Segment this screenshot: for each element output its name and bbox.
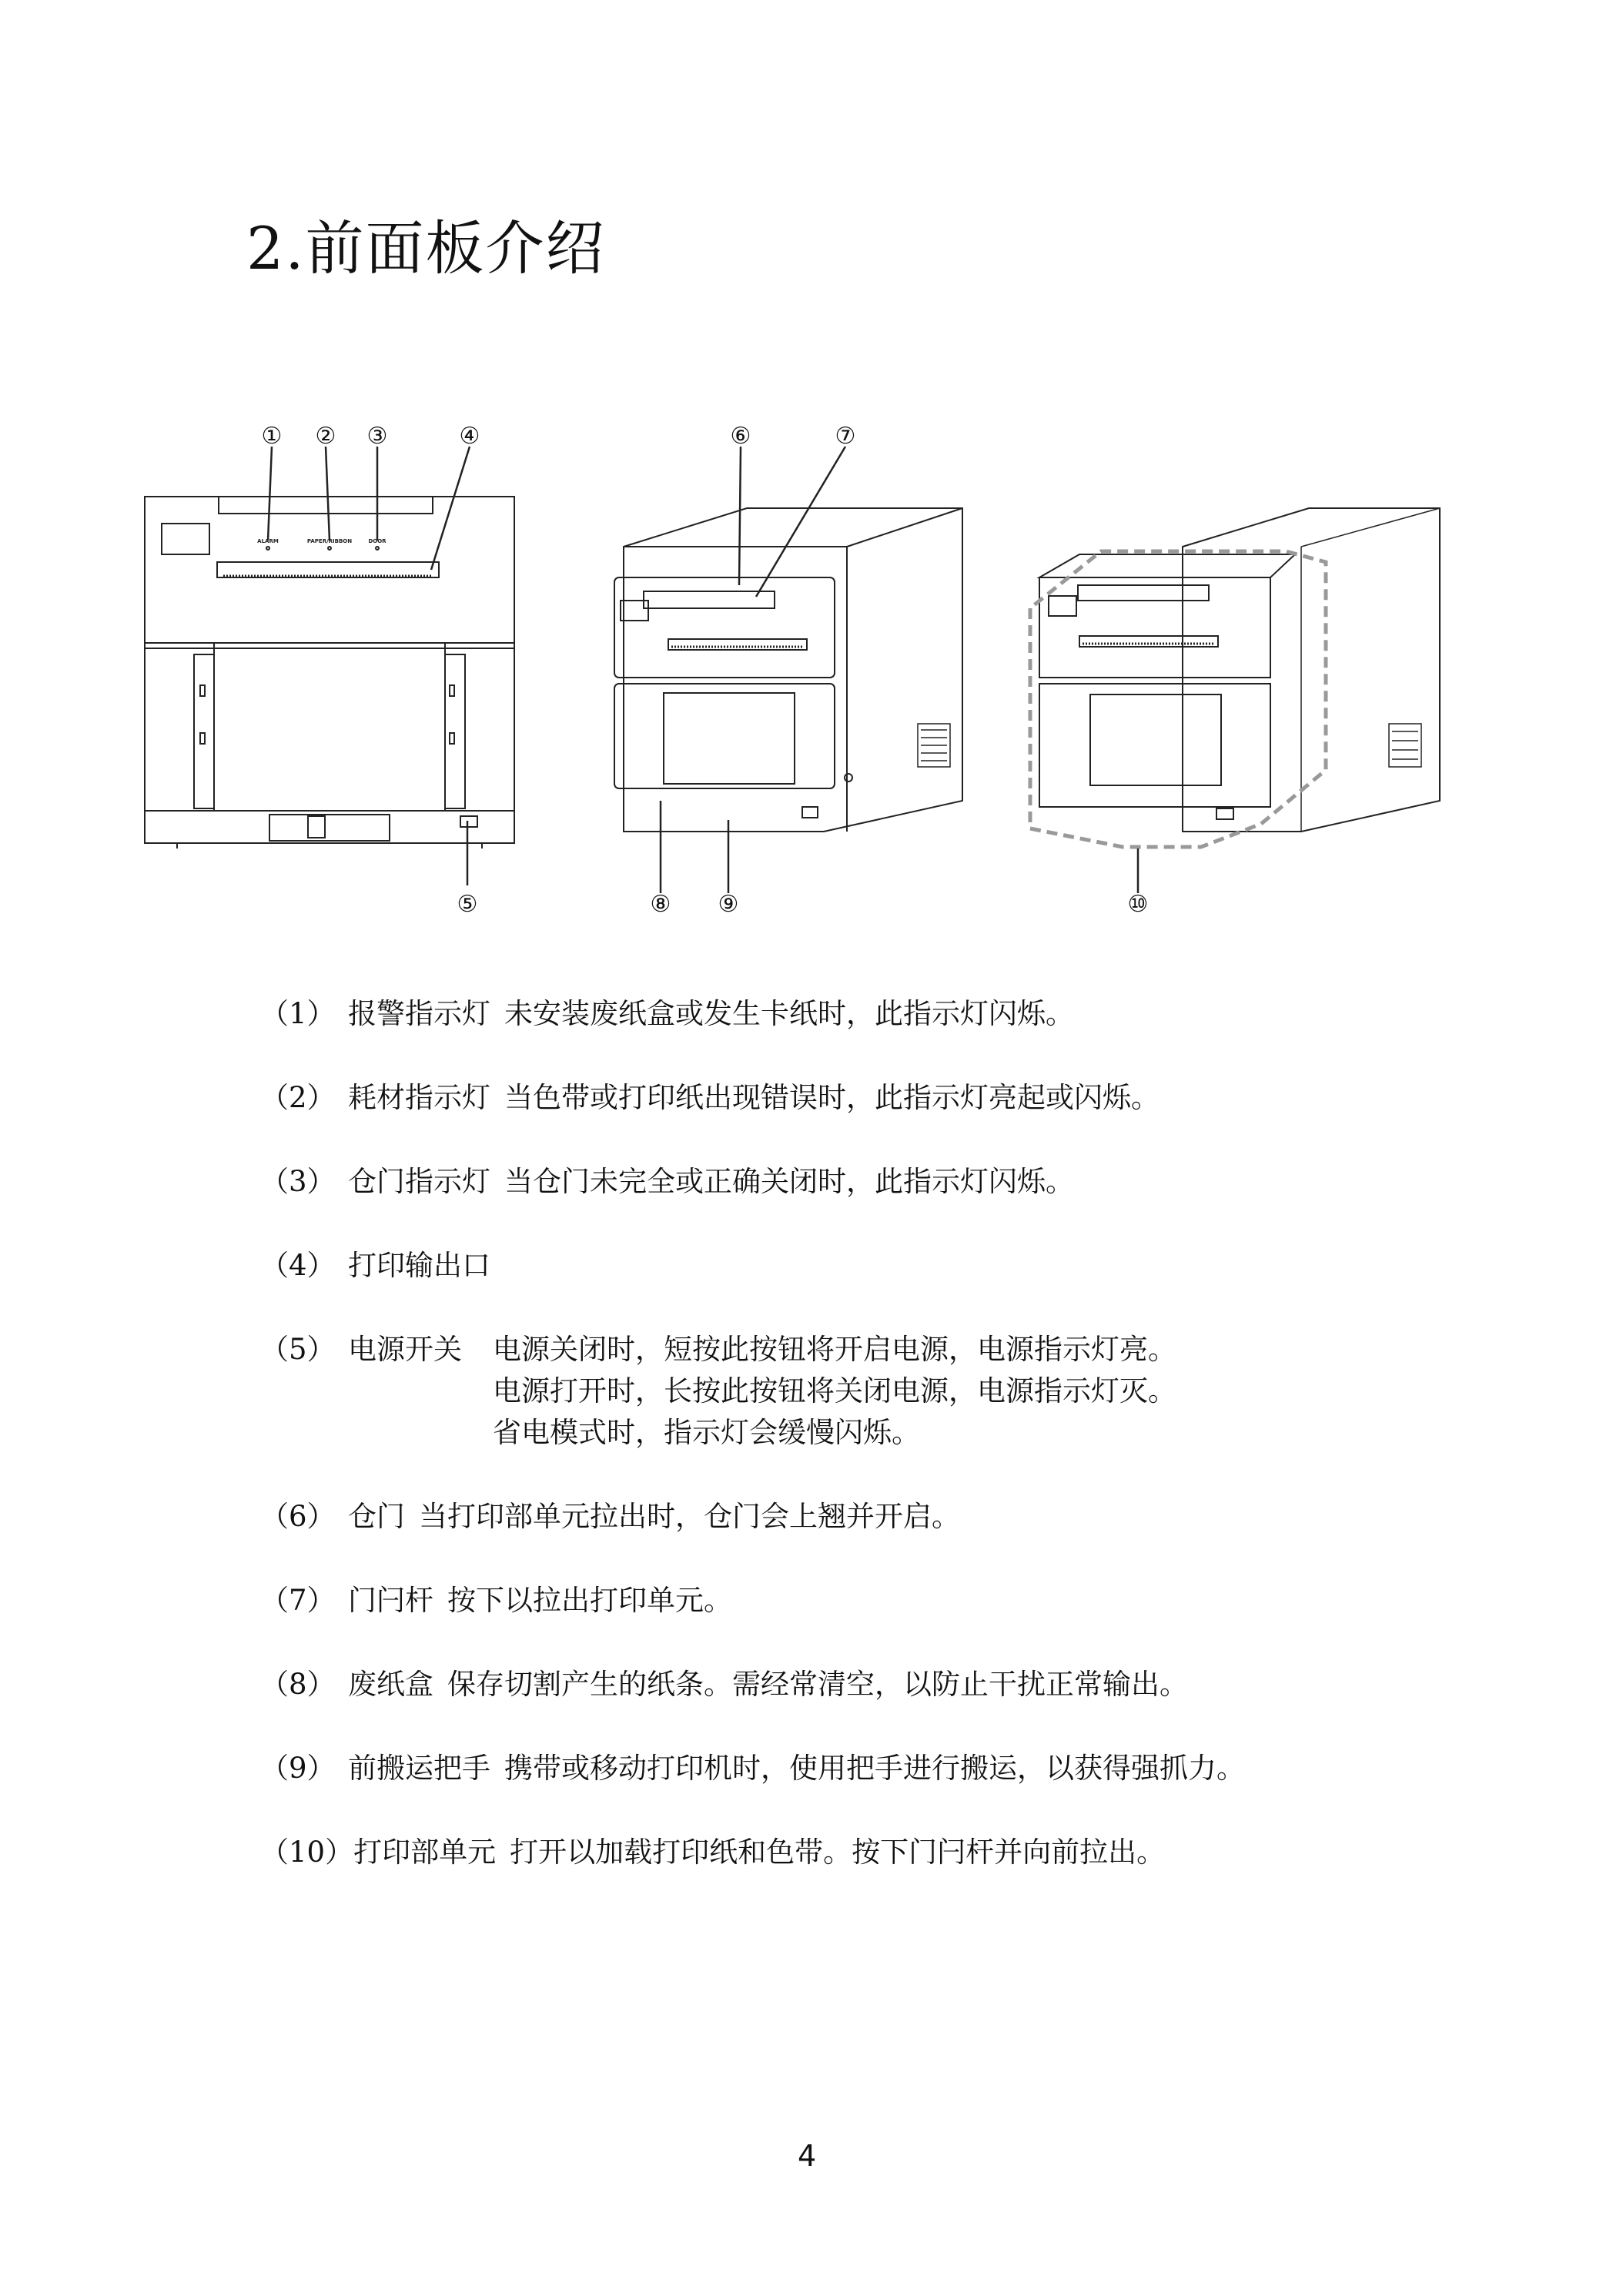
component-description-list (260, 993, 1531, 1916)
item-description: 携带或移动打印机时，使用把手进行搬运，以获得强抓力。 (504, 1752, 1245, 1785)
item-label: 废纸盒 (348, 1668, 433, 1701)
callout-4: ④ (459, 423, 480, 450)
list-item (260, 1748, 1531, 1789)
panel-label-alarm: ALARM (257, 538, 279, 544)
callout-8: ⑧ (650, 891, 671, 918)
item-number: （7） (260, 1584, 336, 1617)
item-label: 耗材指示灯 (348, 1081, 490, 1114)
item-description: 当仓门未完全或正确关闭时，此指示灯闪烁。 (504, 1165, 1074, 1198)
item-label: 电源开关 (348, 1333, 462, 1366)
item-number: （3） (260, 1165, 336, 1198)
callout-9: ⑨ (718, 891, 739, 918)
item-description-line: 电源关闭时，短按此按钮将开启电源，电源指示灯亮。 (493, 1333, 1176, 1366)
item-description: 未安装废纸盒或发生卡纸时，此指示灯闪烁。 (504, 997, 1074, 1030)
callout-5: ⑤ (457, 891, 478, 918)
list-item (260, 1161, 1531, 1203)
page-number: 4 (798, 2139, 817, 2173)
item-description: 当色带或打印纸出现错误时，此指示灯亮起或闪烁。 (504, 1081, 1160, 1114)
item-label: 打印部单元 (353, 1836, 497, 1869)
callout-3: ③ (366, 423, 388, 450)
callout-7: ⑦ (835, 423, 856, 450)
callout-2: ② (315, 423, 336, 450)
item-number: （6） (260, 1500, 336, 1533)
list-item (260, 1329, 1531, 1454)
item-label: 打印输出口 (348, 1249, 490, 1282)
printer-angled-view (614, 447, 962, 893)
item-label: 门闩杆 (348, 1584, 433, 1617)
list-item (260, 1580, 1531, 1622)
callout-1: ① (261, 423, 283, 450)
printer-unit-pulled-out-view (1030, 508, 1440, 893)
item-description: 打开以加载打印纸和色带。按下门闩杆并向前拉出。 (510, 1836, 1166, 1869)
item-label: 前搬运把手 (348, 1752, 490, 1785)
printer-front-view (145, 447, 514, 885)
item-description-line: 省电模式时，指示灯会缓慢闪烁。 (493, 1416, 920, 1449)
list-item (260, 1245, 1531, 1287)
list-item (260, 1077, 1531, 1119)
item-number: （2） (260, 1081, 336, 1114)
item-number: （9） (260, 1752, 336, 1785)
item-description-line: 电源打开时，长按此按钮将关闭电源，电源指示灯灭。 (493, 1374, 1176, 1407)
list-item (260, 1832, 1531, 1873)
list-item (260, 1664, 1531, 1705)
callout-10: ⑩ (1127, 891, 1149, 918)
item-description (493, 1329, 1176, 1454)
page-title: 2.前面板介绍 (246, 214, 606, 283)
callout-6: ⑥ (730, 423, 751, 450)
item-number: （10） (260, 1836, 354, 1869)
panel-label-paper-ribbon: PAPER/RIBBON (306, 538, 353, 544)
printer-front-panel-figure (131, 400, 1455, 939)
item-number: （1） (260, 997, 336, 1030)
item-number: （8） (260, 1668, 336, 1701)
item-number: （5） (260, 1333, 336, 1366)
item-number: （4） (260, 1249, 336, 1282)
panel-label-door: DOOR (368, 538, 387, 544)
item-label: 仓门指示灯 (348, 1165, 490, 1198)
item-description: 按下以拉出打印单元。 (447, 1584, 732, 1617)
item-label: 仓门 (348, 1500, 405, 1533)
item-description: 当打印部单元拉出时，仓门会上翘并开启。 (419, 1500, 960, 1533)
item-label: 报警指示灯 (348, 997, 490, 1030)
list-item (260, 1496, 1531, 1538)
list-item (260, 993, 1531, 1035)
item-description: 保存切割产生的纸条。需经常清空，以防止干扰正常输出。 (447, 1668, 1188, 1701)
